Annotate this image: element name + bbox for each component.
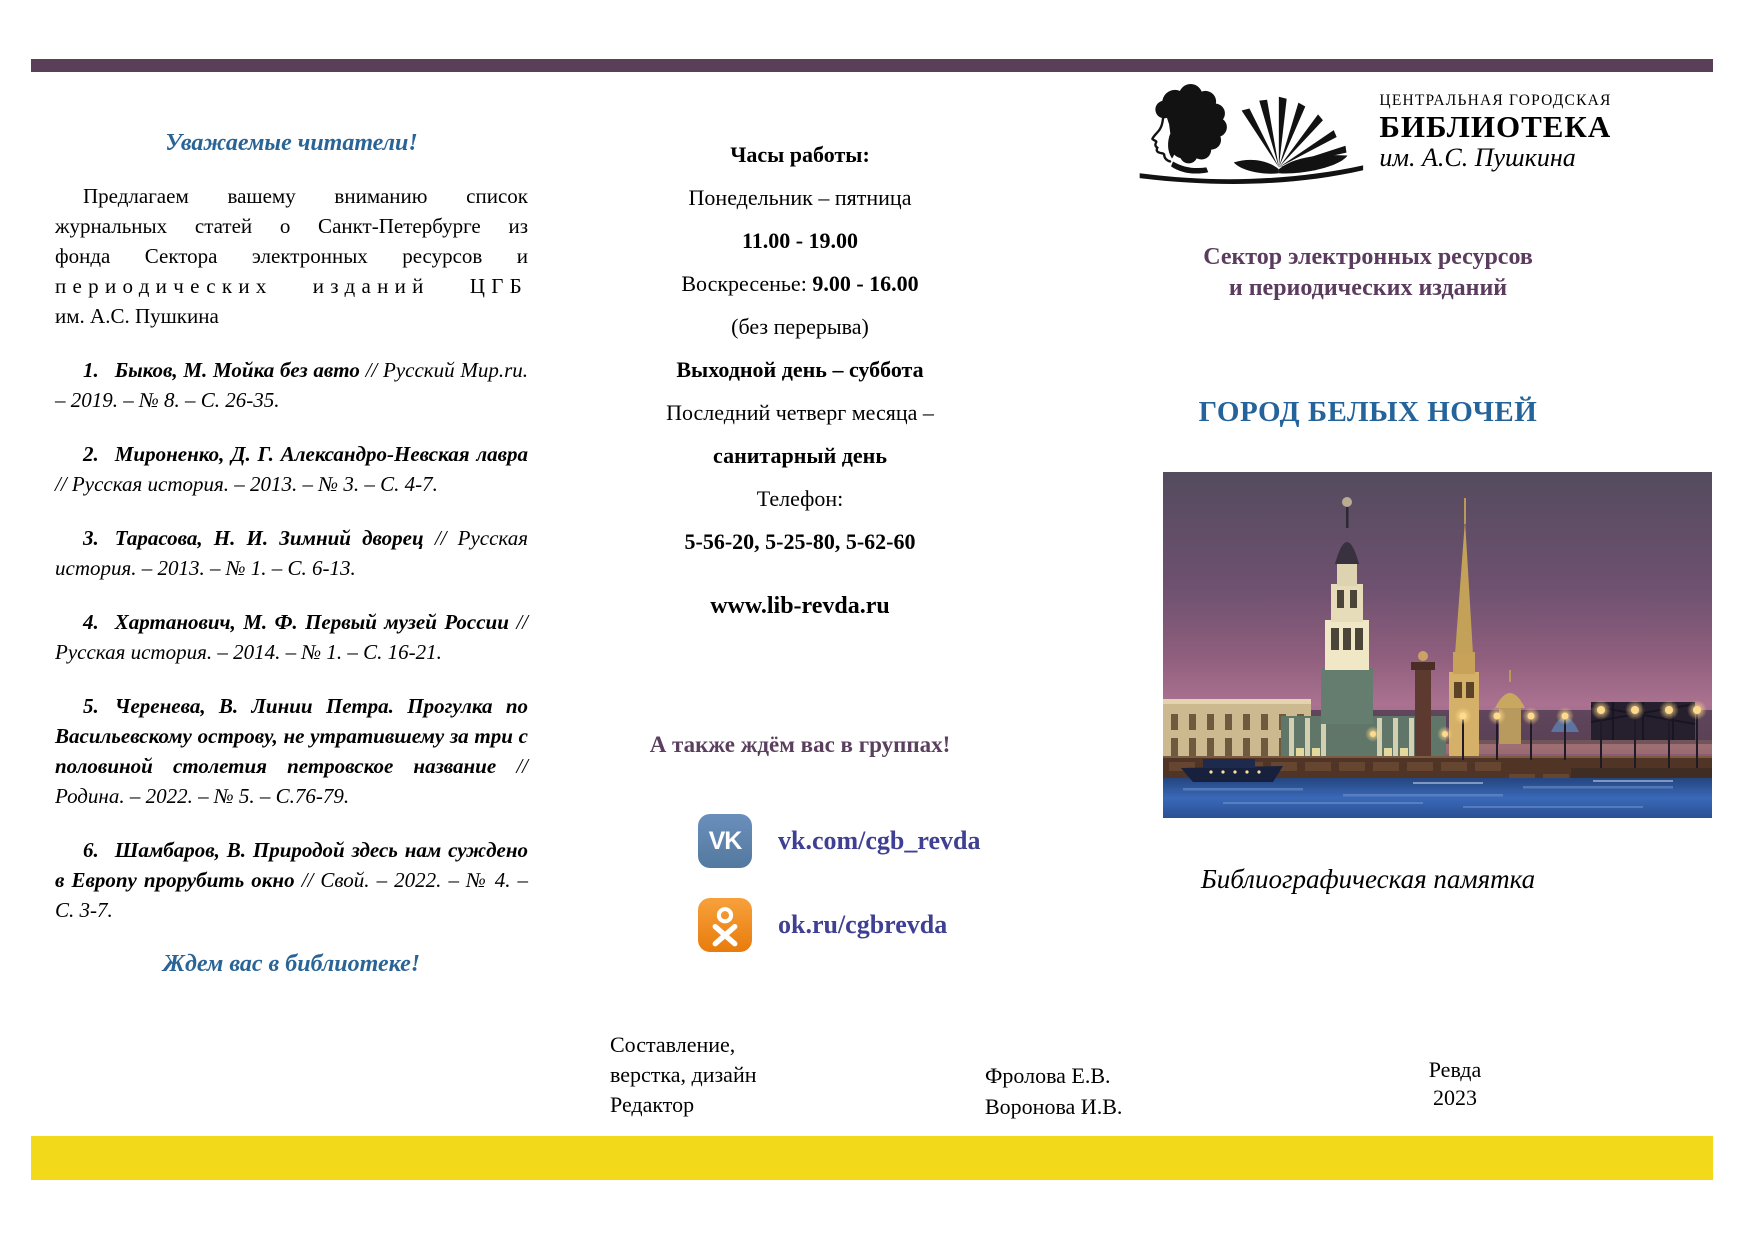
item-number: 2. <box>83 442 99 466</box>
credits-city: Ревда <box>1428 1057 1482 1082</box>
ok-row <box>698 898 1040 952</box>
item-number: 3. <box>83 526 99 550</box>
no-break-line: (без перерыва) <box>731 314 869 339</box>
item-number: 4. <box>83 610 99 634</box>
groups-heading: А также ждём вас в группах! <box>649 732 951 757</box>
intro-line: Предлагаем вашему вниманию список <box>83 184 528 208</box>
item-title: Мироненко, Д. Г. Александро-Невская лавра <box>114 442 528 466</box>
list-item <box>55 439 528 499</box>
library-name <box>1379 84 1611 173</box>
intro-line: периодических изданий ЦГБ <box>55 274 528 298</box>
welcome-line: Ждем вас в библиотеке! <box>162 951 421 977</box>
sector-heading <box>1048 242 1688 304</box>
item-source: // Родина. – 2022. – № 5. – С.76-79. <box>55 754 528 808</box>
phone-numbers: 5-56-20, 5-25-80, 5-62-60 <box>684 529 916 554</box>
item-number: 1. <box>83 358 99 382</box>
item-title: Черенева, В. Линии Петра. Прогулка по Васильевскому острову, не утратившему за три с половиной столетия петровское название <box>55 694 528 778</box>
readers-heading: Уважаемые читатели! <box>165 130 418 156</box>
sector-line1: Сектор электронных ресурсов <box>1203 244 1533 270</box>
library-logo <box>1048 84 1688 184</box>
credits-place <box>1398 1056 1512 1112</box>
top-accent-bar <box>31 59 1713 72</box>
list-item <box>55 835 528 925</box>
page-title: ГОРОД БЕЛЫХ НОЧЕЙ <box>1198 396 1538 428</box>
item-source: // Свой. – 2022. – № 4. – С. 3-7. <box>55 868 529 922</box>
list-item <box>55 691 528 811</box>
sunday-label: Воскресенье: <box>681 271 813 296</box>
credits-names <box>985 1060 1122 1122</box>
item-source: // Русская история. – 2014. – № 1. – С. 16-21. <box>55 610 529 664</box>
sunday-hours: 9.00 - 16.00 <box>812 271 919 296</box>
vk-row <box>698 814 1040 868</box>
item-number: 5. <box>83 694 99 718</box>
credits-year: 2023 <box>1433 1085 1477 1110</box>
middle-column <box>560 142 1040 952</box>
phone-label: Телефон: <box>756 486 844 511</box>
ok-stickman-glyph <box>703 903 747 947</box>
left-column <box>55 130 528 978</box>
sunday-line <box>560 271 1040 297</box>
intro-line: им. А.С. Пушкина <box>55 304 219 328</box>
item-source: // Русская история. – 2013. – № 3. – С. 4-7. <box>55 472 438 496</box>
item-title: Хартанович, М. Ф. Первый музей России <box>114 610 509 634</box>
credits-role-line: Редактор <box>610 1092 695 1117</box>
item-source: // Русская история. – 2013. – № 1. – С. 6-13. <box>55 526 528 580</box>
pushkin-book-icon <box>1124 84 1369 184</box>
library-name-line2: БИБЛИОТЕКА <box>1379 109 1612 144</box>
credits-name-line: Воронова И.В. <box>985 1094 1123 1119</box>
brochure-caption: Библиографическая памятка <box>1200 864 1536 894</box>
city-photo <box>1163 472 1712 818</box>
sector-line2: и периодических изданий <box>1228 275 1508 301</box>
st-petersburg-night-illustration <box>1163 472 1712 818</box>
vk-icon-letters: VK <box>708 826 742 855</box>
weekday-hours: 11.00 - 19.00 <box>741 228 859 253</box>
day-off-line: Выходной день – суббота <box>676 357 924 382</box>
credits-roles <box>610 1030 757 1120</box>
item-title: Тарасова, Н. И. Зимний дворец <box>114 526 424 550</box>
list-item <box>55 355 528 415</box>
ok-link[interactable]: ok.ru/cgbrevda <box>778 910 948 939</box>
library-name-line1: ЦЕНТРАЛЬНАЯ ГОРОДСКАЯ <box>1379 92 1612 109</box>
library-name-line3: им. А.С. Пушкина <box>1379 143 1576 173</box>
weekdays-line: Понедельник – пятница <box>688 185 912 210</box>
sanitary-day-line: санитарный день <box>713 443 887 468</box>
item-number: 6. <box>83 838 99 862</box>
last-thursday-line: Последний четверг месяца – <box>666 400 934 425</box>
bottom-accent-bar <box>31 1136 1713 1180</box>
vk-icon[interactable] <box>698 814 752 868</box>
list-item <box>55 523 528 583</box>
intro-line: фонда Сектора электронных ресурсов и <box>55 244 528 268</box>
item-source: // Русский Мир.ru. – 2019. – № 8. – С. 26-35. <box>55 358 529 412</box>
vk-link[interactable]: vk.com/cgb_revda <box>778 826 981 855</box>
credits-name-line: Фролова Е.В. <box>985 1063 1111 1088</box>
credits-role-line: верстка, дизайн <box>610 1062 757 1087</box>
website-link[interactable]: www.lib-revda.ru <box>710 593 890 619</box>
hours-heading: Часы работы: <box>730 142 870 167</box>
item-title: Быков, М. Мойка без авто <box>114 358 360 382</box>
odnoklassniki-icon[interactable] <box>698 898 752 952</box>
intro-line: журнальных статей о Санкт-Петербурге из <box>55 214 528 238</box>
list-item <box>55 607 528 667</box>
item-title: Шамбаров, В. Природой здесь нам суждено в Европу прорубить окно <box>55 838 528 892</box>
credits-role-line: Составление, <box>610 1032 736 1057</box>
intro-paragraph <box>55 181 528 331</box>
